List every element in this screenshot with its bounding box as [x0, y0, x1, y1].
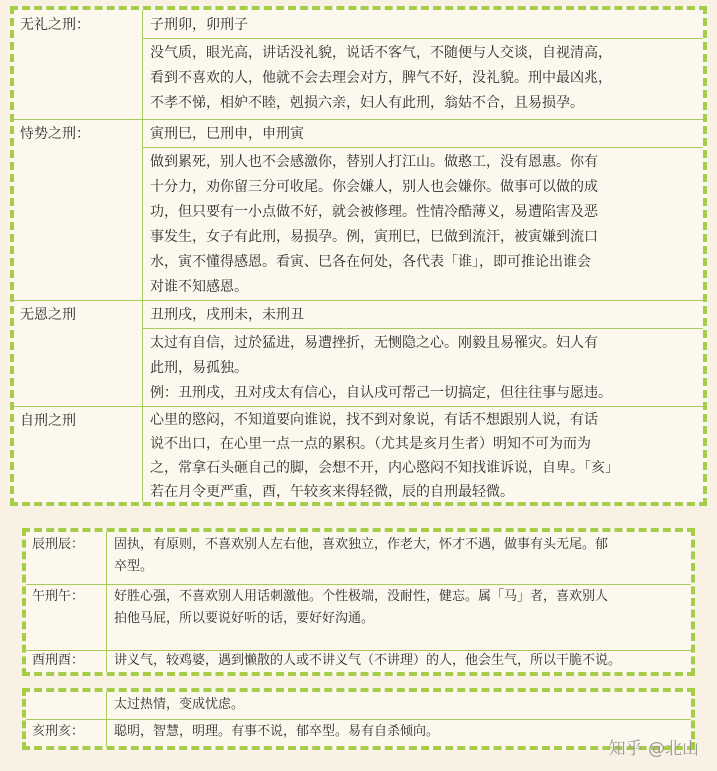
- row-label: 辰刑辰：: [32, 537, 85, 552]
- table-row: [26, 692, 691, 720]
- description-line: 看到不喜欢的人，他就不会去理会对方，脾气不好，没礼貌。刑中最凶兆，: [150, 70, 612, 86]
- description-line: 功，但只要有一小点做不好，就会被修理。性情冷酷薄义，易遭陷害及恶: [150, 204, 598, 220]
- row-label: 恃势之刑：: [20, 126, 90, 142]
- punishment-pair: 丑刑戌，戌刑未，未刑丑: [150, 307, 304, 323]
- description-line: 不孝不悌，相妒不睦，剋损六亲，妇人有此刑，翁姑不合，且易损孕。: [150, 95, 584, 111]
- description-line: 心里的愍闷，不知道要向谁说，找不到对象说，有话不想跟别人说，有话: [150, 412, 598, 428]
- table-row: [26, 584, 691, 651]
- panel-hai-punishment: [22, 688, 695, 750]
- hai-punishment-table: [26, 692, 691, 746]
- description-line: 例：丑刑戌，丑对戌太有信心，自认戌可帮己一切搞定，但往往事与愿违。: [150, 385, 612, 401]
- description-line: 之，常拿石头砸自己的脚，会想不开，内心愍闷不知找谁诉说，自卑。「亥」: [150, 460, 619, 476]
- description-line: 固执，有原则，不喜欢别人左右他，喜欢独立，作老大，怀才不遇，做事有头无尾。郁: [114, 537, 609, 552]
- description-line: 没气质，眼光高，讲话没礼貌，说话不客气，不随便与人交谈，自视清高，: [150, 45, 612, 61]
- description-line: 卒型。: [114, 559, 154, 574]
- table-row: [14, 119, 703, 301]
- punishment-table: [14, 10, 703, 502]
- description-line: 若在月令更严重，酉，午较亥来得轻微，辰的自刑最轻微。: [150, 484, 514, 500]
- row-divider: [142, 38, 703, 39]
- panel-punishment-types: [10, 6, 707, 506]
- self-punishment-table: [26, 532, 691, 672]
- description-line: 对谁不知感恩。: [150, 279, 248, 295]
- description-line: 好胜心强，不喜欢别人用话刺激他。个性极端，没耐性，健忘。属「马」者，喜欢别人: [114, 589, 609, 604]
- row-label: 酉刑酉：: [32, 653, 85, 668]
- row-label: 无恩之刑: [20, 307, 76, 323]
- panel-self-punishment: [22, 528, 695, 676]
- description-line: 太过有自信，过於猛进，易遭挫折，无恻隐之心。刚毅且易罹灾。妇人有: [150, 335, 598, 351]
- row-label: 午刑午：: [32, 589, 85, 604]
- table-row: [14, 10, 703, 120]
- description-line: 十分力，劝你留三分可收尾。你会嫌人，别人也会嫌你。做事可以做的成: [150, 179, 598, 195]
- row-label: 亥刑亥：: [32, 724, 85, 739]
- description-line: 拍他马屁，所以要说好听的话，要好好沟通。: [114, 611, 375, 626]
- row-divider: [142, 147, 703, 148]
- punishment-pair: 子刑卯，卯刑子: [150, 17, 248, 33]
- row-divider: [142, 328, 703, 329]
- description-line: 做到累死，别人也不会感激你，替别人打江山。做憨工，没有恩惠。你有: [150, 154, 598, 170]
- punishment-pair: 寅刑巳，巳刑申，申刑寅: [150, 126, 304, 142]
- description-line: 说不出口，在心里一点一点的累积。（尤其是亥月生者）明知不可为而为: [150, 436, 591, 452]
- description-line: 太过热情，变成忧虑。: [114, 697, 245, 712]
- row-label: 无礼之刑：: [20, 17, 90, 33]
- description-line: 水，寅不懂得感恩。看寅、巳各在何处，各代表「谁」，即可推论出谁会: [150, 254, 591, 270]
- table-row: [14, 406, 703, 502]
- description-line: 讲义气，较鸡婆，遇到懒散的人或不讲义气（不讲理）的人，他会生气，所以干脆不说。: [114, 653, 622, 668]
- watermark: 知乎 @北山: [608, 739, 699, 759]
- table-row: [26, 532, 691, 585]
- table-row: [14, 300, 703, 407]
- table-row: [26, 650, 691, 674]
- row-label: 自刑之刑: [20, 413, 76, 429]
- description-line: 事发生，女子有此刑，易损孕。例，寅刑巳，巳做到流汗，被寅嫌到流口: [150, 229, 598, 245]
- table-row: [26, 719, 691, 746]
- description-line: 聪明，智慧，明理。有事不说，郁卒型。易有自杀倾向。: [114, 724, 440, 739]
- description-line: 此刑，易孤独。: [150, 360, 248, 376]
